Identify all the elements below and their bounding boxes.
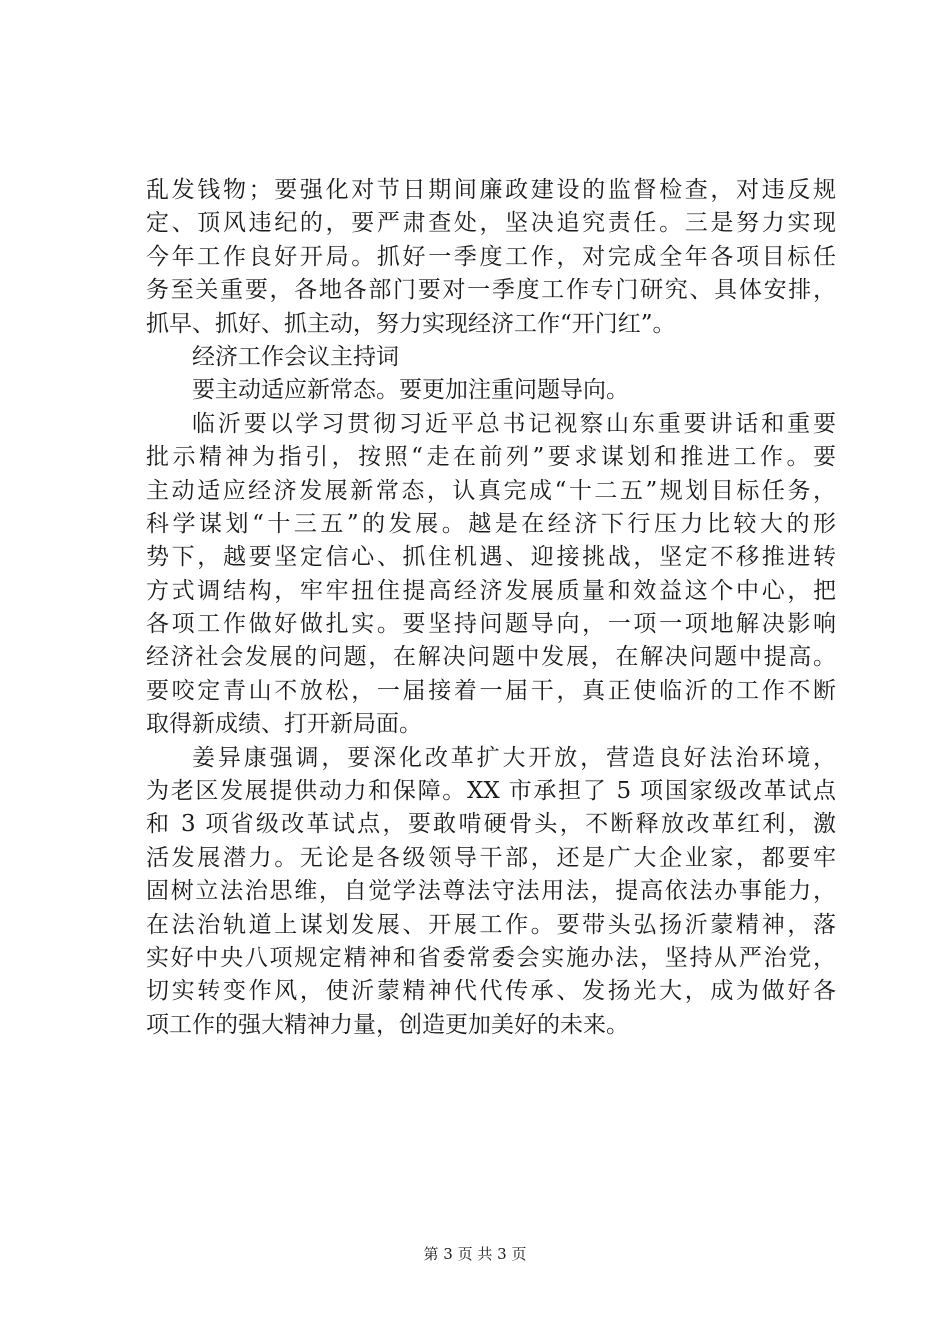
text-line: 为老区发展提供动力和保障。XX 市承担了 5 项国家级改革试点 [146, 778, 836, 805]
text-line: 抓早、抓好、抓主动，努力实现经济工作“开门红”。 [146, 310, 676, 337]
text-line: 切实转变作风，使沂蒙精神代代传承、发扬光大，成为做好各 [146, 978, 836, 1005]
text-line: 主动适应经济发展新常态，认真完成“十二五”规划目标任务， [146, 477, 836, 504]
text-line: 姜异康强调，要深化改革扩大开放，营造良好法治环境， [192, 744, 836, 771]
text-line: 活发展潜力。无论是各级领导干部，还是广大企业家，都要牢 [146, 844, 836, 871]
text-line: 固树立法治思维，自觉学法尊法守法用法，提高依法办事能力， [146, 878, 836, 905]
text-line: 临沂要以学习贯彻习近平总书记视察山东重要讲话和重要 [192, 410, 836, 437]
text-line: 定、顶风违纪的，要严肃查处，坚决追究责任。三是努力实现 [146, 210, 836, 237]
text-line: 要主动适应新常态。要更加注重问题导向。 [192, 377, 629, 404]
text-line: 批示精神为指引，按照“走在前列”要求谋划和推进工作。要 [146, 444, 836, 471]
text-line: 科学谋划“十三五”的发展。越是在经济下行压力比较大的形 [146, 510, 836, 537]
text-line: 方式调结构，牢牢扭住提高经济发展质量和效益这个中心，把 [146, 577, 836, 604]
text-line: 今年工作良好开局。抓好一季度工作，对完成全年各项目标任 [146, 243, 836, 270]
text-line: 取得新成绩、打开新局面。 [146, 711, 422, 738]
text-line: 各项工作做好做扎实。要坚持问题导向，一项一项地解决影响 [146, 611, 836, 638]
page-number-footer: 第 3 页 共 3 页 [423, 1245, 527, 1263]
text-line: 务至关重要，各地各部门要对一季度工作专门研究、具体安排， [146, 277, 836, 304]
text-line: 要咬定青山不放松，一届接着一届干，真正使临沂的工作不断 [146, 677, 836, 704]
text-line: 在法治轨道上谋划发展、开展工作。要带头弘扬沂蒙精神，落 [146, 911, 836, 938]
section-heading: 经济工作会议主持词 [192, 343, 399, 370]
text-line: 项工作的强大精神力量，创造更加美好的未来。 [146, 1011, 629, 1038]
text-line: 实好中央八项规定精神和省委常委会实施办法，坚持从严治党， [146, 944, 836, 971]
text-line: 势下，越要坚定信心、抓住机遇、迎接挑战，坚定不移推进转 [146, 544, 836, 571]
text-line: 经济社会发展的问题，在解决问题中发展，在解决问题中提高。 [146, 644, 836, 671]
text-line: 乱发钱物；要强化对节日期间廉政建设的监督检查，对违反规 [146, 177, 836, 203]
text-line: 和 3 项省级改革试点，要敢啃硬骨头，不断释放改革红利，激 [146, 811, 836, 838]
document-body [146, 174, 836, 1042]
